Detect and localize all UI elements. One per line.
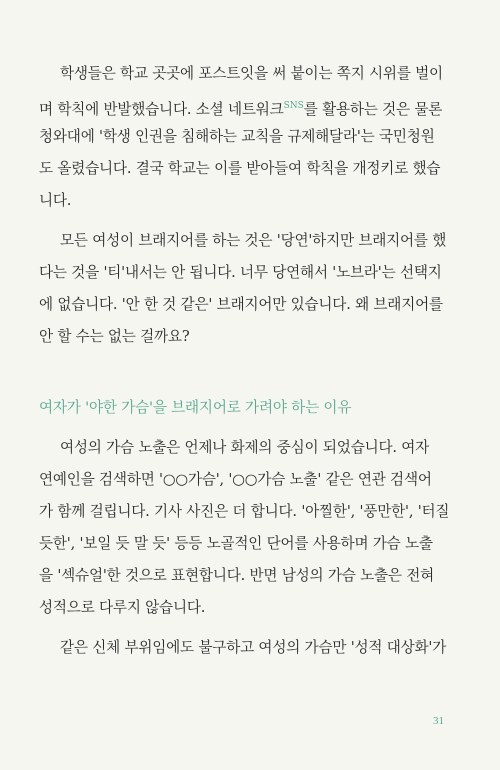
paragraph-4-line-1: 같은 신체 부위임에도 불구하고 여성의 가슴만 '성적 대상화'가 <box>60 639 447 656</box>
paragraph-2-line-4: 안 할 수는 없는 걸까요? <box>39 328 190 345</box>
paragraph-3-line-5: 을 '섹슈얼'한 것으로 표현합니다. 반면 남성의 가슴 노출은 전혀 <box>39 567 435 584</box>
paragraph-2-line-3: 에 없습니다. '안 한 것 같은' 브래지어만 있습니다. 왜 브래지어를 <box>39 296 443 313</box>
paragraph-3-line-1: 여성의 가슴 노출은 언제나 화제의 중심이 되었습니다. 여자 <box>60 439 430 456</box>
footnote-marker: SNS <box>283 101 304 111</box>
section-heading: 여자가 '야한 가슴'을 브래지어로 가려야 하는 이유 <box>39 399 352 416</box>
paragraph-1-line-3: 청와대에 '학생 인권을 침해하는 교칙을 규제해달라'는 국민청원 <box>39 128 435 145</box>
paragraph-3-line-3: 가 함께 걸립니다. 기사 사진은 더 합니다. '아찔한', '풍만한', '터질 <box>39 503 450 520</box>
paragraph-2-line-2: 다는 것을 '티'내서는 안 됩니다. 너무 당연해서 '노브라'는 선택지 <box>39 264 442 281</box>
paragraph-3-line-6: 성적으로 다루지 않습니다. <box>39 599 206 616</box>
paragraph-1-line-5: 니다. <box>39 192 72 209</box>
page-number: 31 <box>433 715 444 727</box>
paragraph-1-line-2 <box>39 96 467 120</box>
paragraph-1-line-1: 학생들은 학교 곳곳에 포스트잇을 써 붙이는 쪽지 시위를 벌이 <box>60 65 443 82</box>
paragraph-1-line-4: 도 올렸습니다. 결국 학교는 이를 받아들여 학칙을 개정키로 했습 <box>39 160 441 177</box>
text-segment: 를 활용하는 것은 물론 <box>303 100 443 118</box>
paragraph-2-line-1: 모든 여성이 브래지어를 하는 것은 '당연'하지만 브래지어를 했 <box>60 232 447 249</box>
paragraph-3-line-2: 연예인을 검색하면 '○○가슴', '○○가슴 노출' 같은 연관 검색어 <box>39 471 432 488</box>
paragraph-3-line-4: 듯한', '보일 듯 말 듯' 등등 노골적인 단어를 사용하며 가슴 노출 <box>39 535 433 552</box>
text-segment: 며 학칙에 반발했습니다. 소셜 네트워크 <box>39 100 284 118</box>
